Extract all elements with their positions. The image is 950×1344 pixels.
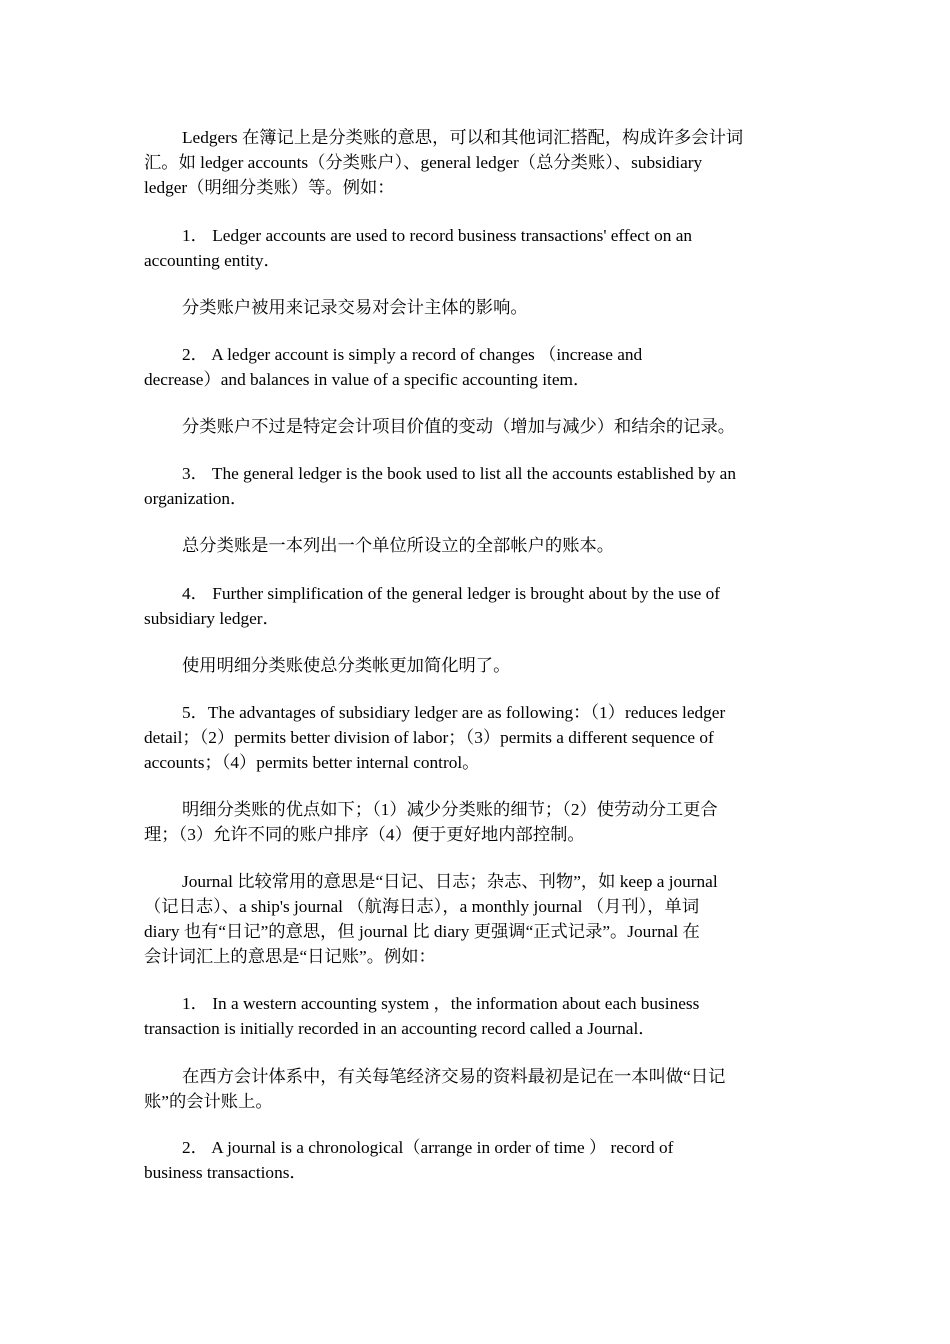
text-line: 2． A ledger account is simply a record of changes （increase and <box>182 345 643 364</box>
text-line: 会计词汇上的意思是“日记账”。例如： <box>144 947 436 966</box>
paragraph-ledger-example-2-zh <box>144 414 808 439</box>
text-line: Ledgers 在簿记上是分类账的意思，可以和其他词汇搭配，构成许多会计词 <box>182 128 744 147</box>
text-line: 汇。如 ledger accounts（分类账户）、general ledger（总分类账）、subsidiary <box>144 153 703 172</box>
text-line: 3． The general ledger is the book used to list all the accounts established by an <box>182 464 736 483</box>
paragraph-ledger-example-3-en <box>144 461 808 511</box>
text-line: subsidiary ledger． <box>144 609 280 628</box>
paragraph-ledger-example-1-en <box>144 223 808 273</box>
text-line: 明细分类账的优点如下；（1）减少分类账的细节；（2）使劳动分工更合 <box>182 800 718 819</box>
text-line: 在西方会计体系中，有关每笔经济交易的资料最初是记在一本叫做“日记 <box>182 1067 726 1086</box>
paragraph-ledger-example-2-en <box>144 342 808 392</box>
text-line: 1． In a western accounting system ，the information about each business <box>182 994 700 1013</box>
text-line: decrease）and balances in value of a specific accounting item． <box>144 370 591 389</box>
text-line: Journal 比较常用的意思是“日记、日志；杂志、刊物”，如 keep a journal <box>182 872 718 891</box>
text-line: 1． Ledger accounts are used to record business transactions' effect on an <box>182 226 693 245</box>
paragraph-ledger-example-3-zh <box>144 533 808 558</box>
text-line: 5．The advantages of subsidiary ledger are as following：（1）reduces ledger <box>182 703 726 722</box>
text-line: 4． Further simplification of the general ledger is brought about by the use of <box>182 584 720 603</box>
paragraph-ledger-example-1-zh <box>144 295 808 320</box>
paragraph-intro-journal <box>144 869 808 969</box>
text-line: detail；（2）permits better division of labor；（3）permits a different sequence of <box>144 728 714 747</box>
paragraph-journal-example-1-en <box>144 991 808 1041</box>
text-line: 总分类账是一本列出一个单位所设立的全部帐户的账本。 <box>182 536 615 555</box>
text-line: ledger（明细分类账）等。例如： <box>144 178 395 197</box>
text-line: business transactions． <box>144 1163 307 1182</box>
text-line: 分类账户被用来记录交易对会计主体的影响。 <box>182 298 528 317</box>
text-line: 使用明细分类账使总分类帐更加简化明了。 <box>182 656 511 675</box>
paragraph-intro-ledger <box>144 125 808 200</box>
text-line: diary 也有“日记”的意思，但 journal 比 diary 更强调“正式记录”。Journal 在 <box>144 922 700 941</box>
paragraph-ledger-example-4-zh <box>144 653 808 678</box>
text-line: 分类账户不过是特定会计项目价值的变动（增加与减少）和结余的记录。 <box>182 417 736 436</box>
paragraph-ledger-example-4-en <box>144 581 808 631</box>
text-line: 理；（3）允许不同的账户排序（4）便于更好地内部控制。 <box>144 825 585 844</box>
text-line: 2． A journal is a chronological（arrange in order of time ） record of <box>182 1138 674 1157</box>
paragraph-journal-example-2-en <box>144 1135 808 1185</box>
text-line: accounting entity． <box>144 251 281 270</box>
paragraph-ledger-example-5-en <box>144 700 808 775</box>
paragraph-journal-example-1-zh <box>144 1064 808 1114</box>
text-line: 账”的会计账上。 <box>144 1092 273 1111</box>
text-line: organization． <box>144 489 248 508</box>
text-line: accounts；（4）permits better internal control。 <box>144 753 480 772</box>
text-line: transaction is initially recorded in an accounting record called a Journal． <box>144 1019 656 1038</box>
paragraph-ledger-example-5-zh <box>144 797 808 847</box>
text-line: （记日志）、a ship's journal （航海日志），a monthly journal （月刊），单词 <box>144 897 700 916</box>
